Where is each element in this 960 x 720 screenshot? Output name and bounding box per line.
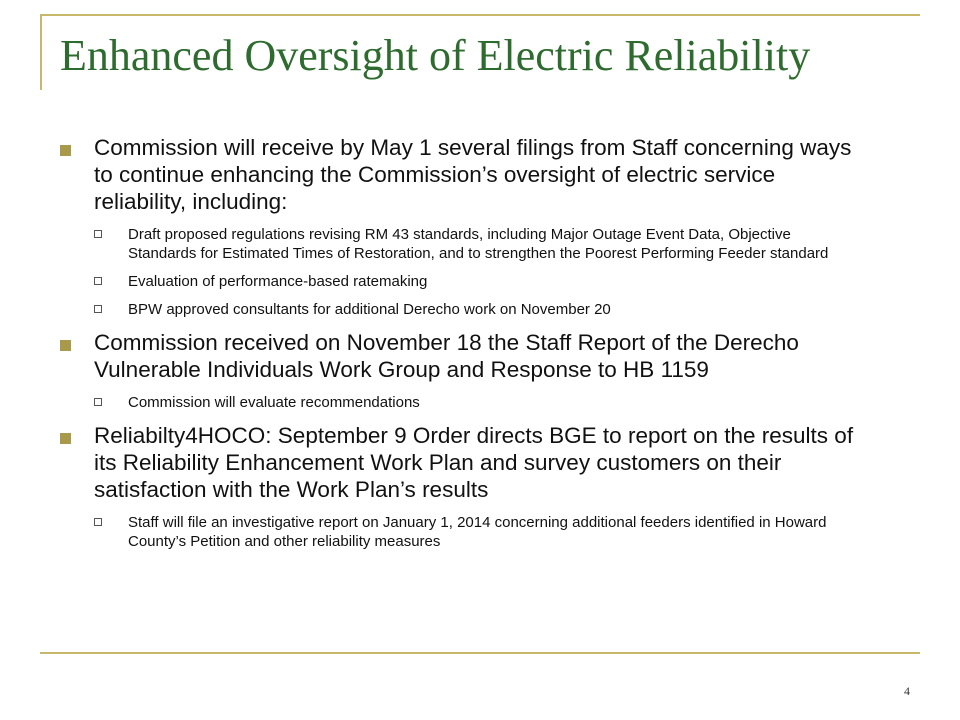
bullet-list [60, 134, 860, 561]
hollow-square-bullet-icon [94, 230, 102, 238]
bullet-text: Reliabilty4HOCO: September 9 Order directs BGE to report on the results of its Reliability Enhancement Work Plan and survey customers on their satisfaction with the Work Plan’s results [94, 423, 854, 502]
sub-bullet-list [94, 225, 860, 319]
sub-bullet-text: Evaluation of performance-based ratemaking [128, 273, 428, 290]
hollow-square-bullet-icon [94, 305, 102, 313]
square-bullet-icon [60, 340, 71, 351]
square-bullet-icon [60, 433, 71, 444]
bottom-border-line [40, 652, 920, 654]
sub-bullet-text: Commission will evaluate recommendations [128, 394, 420, 411]
bullet-item [60, 134, 860, 319]
bullet-item [60, 422, 860, 551]
hollow-square-bullet-icon [94, 518, 102, 526]
sub-bullet-item [94, 300, 860, 319]
bullet-item [60, 329, 860, 412]
sub-bullet-text: Staff will file an investigative report on January 1, 2014 concerning additional feeders identified in Howard County’s Petition and other reliability measures [128, 514, 827, 550]
hollow-square-bullet-icon [94, 398, 102, 406]
sub-bullet-list [94, 513, 860, 551]
hollow-square-bullet-icon [94, 277, 102, 285]
sub-bullet-text: Draft proposed regulations revising RM 43 standards, including Major Outage Event Data, Objective Standards for Estimated Times of Restoration, and to strengthen the Poorest Performing Feeder standard [128, 226, 829, 262]
sub-bullet-item [94, 513, 860, 551]
bullet-text: Commission received on November 18 the Staff Report of the Derecho Vulnerable Individuals Work Group and Response to HB 1159 [94, 330, 799, 382]
page-number: 4 [904, 684, 910, 698]
sub-bullet-item [94, 393, 860, 412]
top-border-line [40, 14, 920, 16]
slide-title: Enhanced Oversight of Electric Reliability [60, 31, 811, 80]
sub-bullet-list [94, 393, 860, 412]
sub-bullet-item [94, 225, 860, 263]
bullet-text: Commission will receive by May 1 several filings from Staff concerning ways to continue enhancing the Commission’s oversight of electric service reliability, including: [94, 135, 852, 214]
sub-bullet-item [94, 272, 860, 291]
sub-bullet-text: BPW approved consultants for additional Derecho work on November 20 [128, 301, 611, 318]
square-bullet-icon [60, 145, 71, 156]
left-accent-bar [40, 14, 42, 90]
